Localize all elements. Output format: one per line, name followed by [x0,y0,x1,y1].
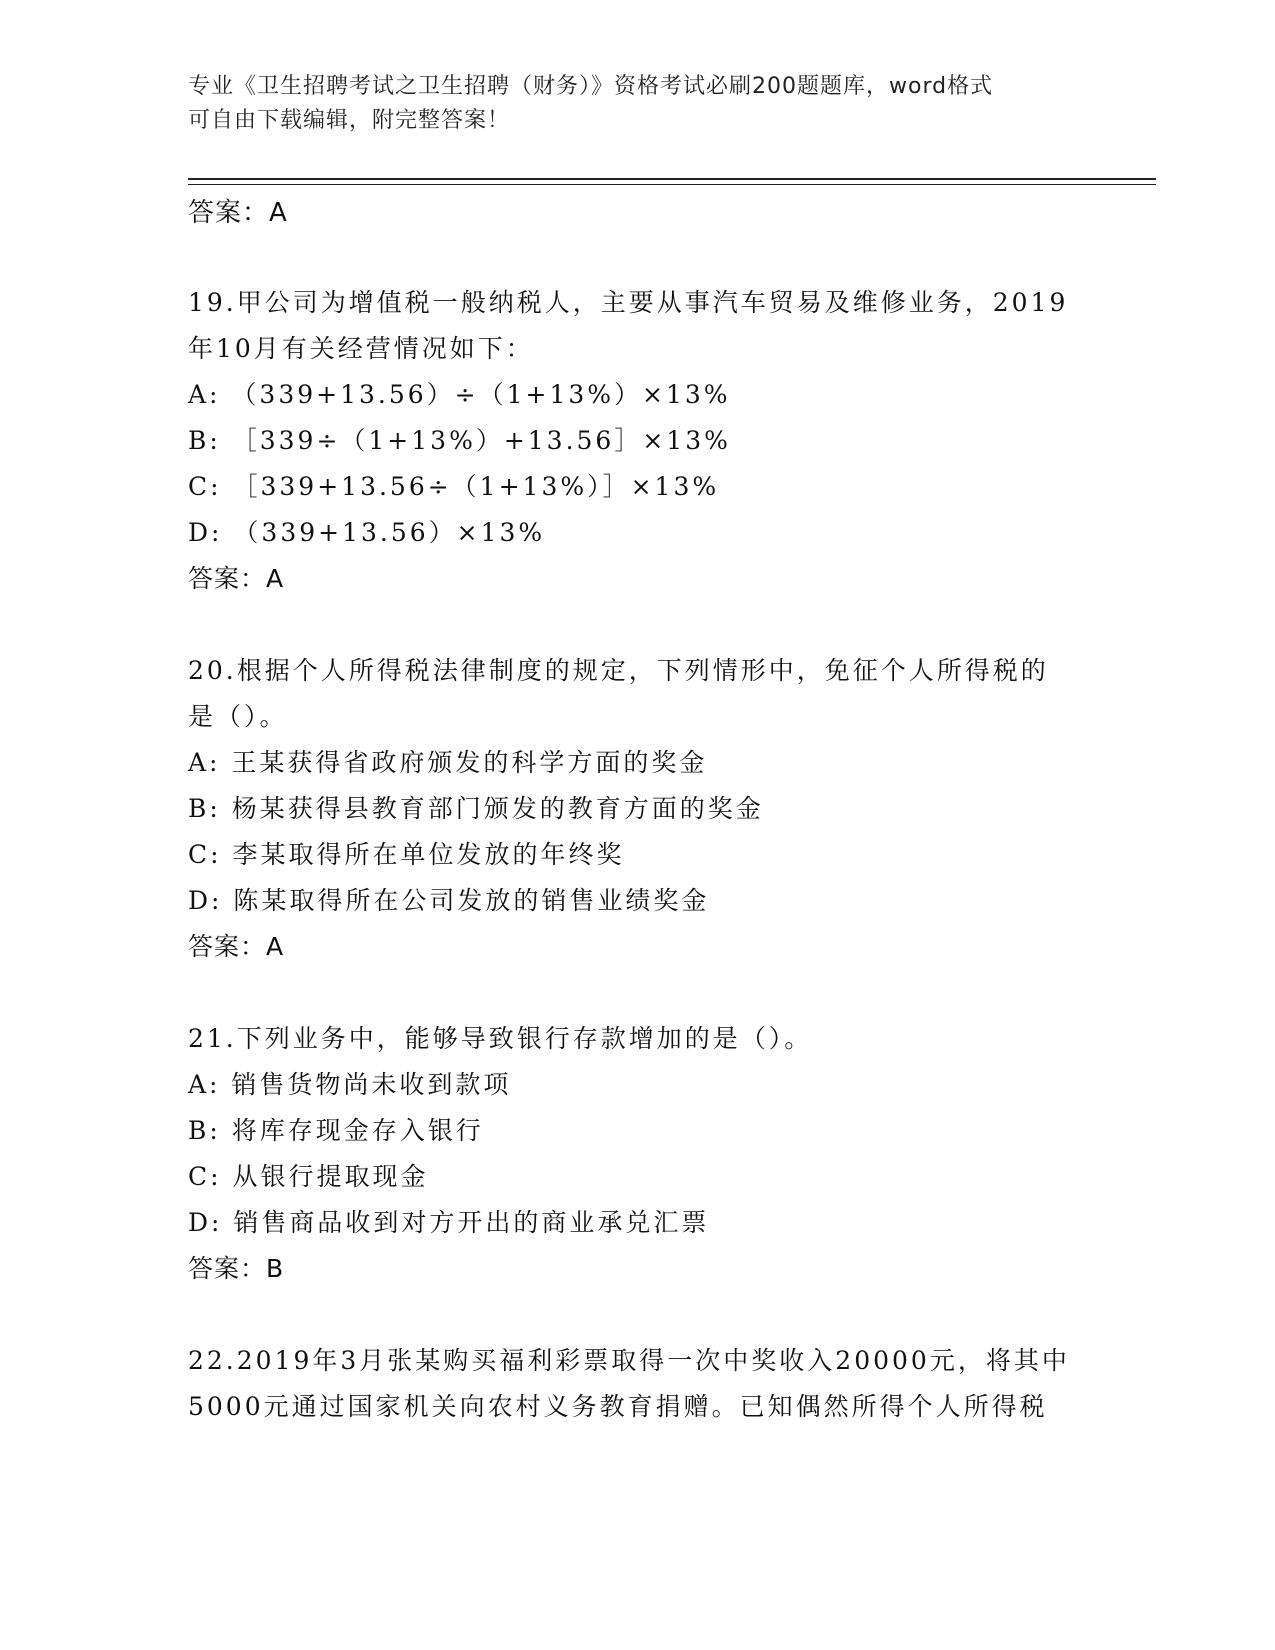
question-19 [188,280,1088,602]
option-d: D: 销售商品收到对方开出的商业承兑汇票 [188,1208,710,1237]
question-stem-line: 5000元通过国家机关向农村义务教育捐赠。已知偶然所得个人所得税 [188,1392,1048,1421]
question-stem-line: 年10月有关经营情况如下： [188,334,534,363]
question-list [188,280,1088,1476]
option-c: C: 从银行提取现金 [188,1162,429,1191]
question-stem-line: 是（）。 [188,702,288,731]
header-divider-thin [188,184,1156,185]
answer-label: 答案：A [188,932,285,961]
question-stem-line: 21.下列业务中，能够导致银行存款增加的是（）。 [188,1024,813,1053]
header-divider-thick [188,178,1156,180]
option-a: A: 王某获得省政府颁发的科学方面的奖金 [188,748,708,777]
option-a: A: （339+13.56）÷（1+13%）×13% [188,380,731,409]
option-b: B: 杨某获得县教育部门颁发的教育方面的奖金 [188,794,764,823]
header-line-2: 可自由下载编辑，附完整答案！ [188,108,511,133]
question-stem-line: 19.甲公司为增值税一般纳税人，主要从事汽车贸易及维修业务，2019 [188,288,1069,317]
header-line-1: 专业《卫生招聘考试之卫生招聘（财务）》资格考试必刷200题题库，word格式 [188,74,994,99]
option-d: D: 陈某取得所在公司发放的销售业绩奖金 [188,886,710,915]
question-20 [188,648,1088,970]
option-a: A: 销售货物尚未收到款项 [188,1070,512,1099]
answer-label: 答案：A [188,564,285,593]
option-d: D: （339+13.56）×13% [188,518,546,547]
question-21 [188,1016,1088,1292]
question-stem-line: 20.根据个人所得税法律制度的规定，下列情形中，免征个人所得税的 [188,656,1049,685]
answer-label: 答案：B [188,1254,285,1283]
previous-question-answer: 答案：A [188,198,288,228]
option-b: B: 将库存现金存入银行 [188,1116,484,1145]
question-22 [188,1338,1088,1430]
option-c: C: ［339+13.56÷（1+13%）］×13% [188,472,720,501]
question-stem-line: 22.2019年3月张某购买福利彩票取得一次中奖收入20000元，将其中 [188,1346,1070,1375]
option-b: B: ［339÷（1+13%）+13.56］×13% [188,426,731,455]
document-header [188,70,1088,138]
option-c: C: 李某取得所在单位发放的年终奖 [188,840,625,869]
